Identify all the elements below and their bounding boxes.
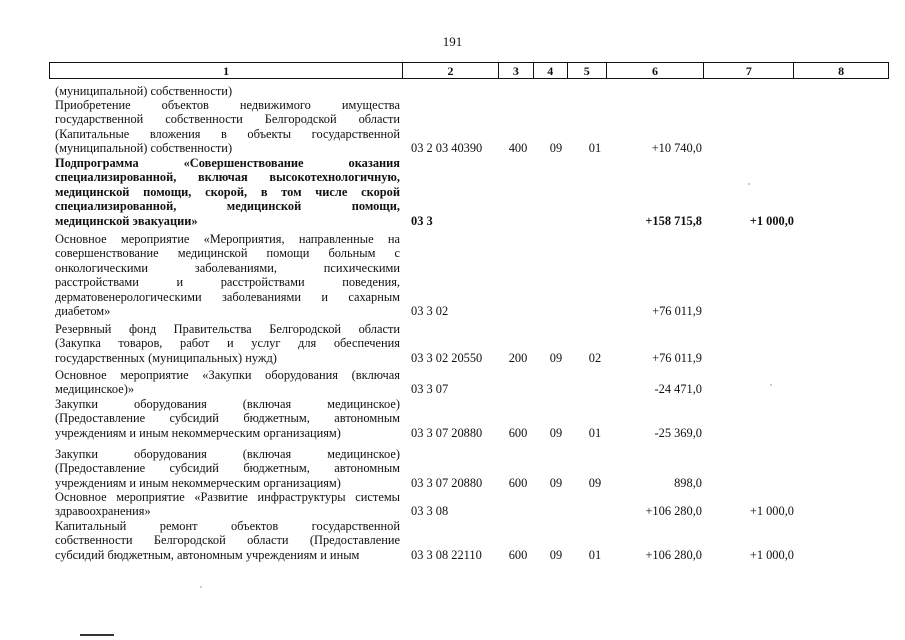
row-description [55,447,400,490]
budget-code: 03 2 03 40390 [411,141,483,156]
budget-code: 03 3 07 20880 [411,425,483,440]
budget-code: 03 3 07 20880 [411,475,483,490]
description-line: медицинской эвакуации» [55,213,198,228]
section: 09 [549,475,563,490]
subsection: 01 [588,547,602,562]
description-line: медицинское)» [55,382,135,397]
amount-change-next: +1 000,0 [749,504,794,519]
description-line: специализированной, медицинской помощи, [55,199,400,214]
table-header [49,62,889,79]
header-col-5: 5 [568,63,607,78]
subsection: 02 [588,350,602,365]
section: 09 [549,425,563,440]
expense-type: 600 [508,425,528,440]
description-line: специализированной, включая высокотехнологичную, [55,170,400,185]
budget-code: 03 3 08 22110 [411,547,482,562]
row-description [55,368,400,397]
description-line: (Капитальные вложения в объекты государственной [55,126,400,141]
description-line: государственных (муниципальных) нужд) [55,350,277,365]
description-line: онкологическими заболеваниями, психическими [55,260,400,275]
description-line: медицинской помощи, скорой, в том числе скорой [55,184,400,199]
amount-change: +106 280,0 [645,504,702,519]
amount-change: +10 740,0 [651,141,702,156]
description-line: собственности Белгородской области (Предоставление [55,533,400,548]
header-col-2: 2 [403,63,499,78]
description-line: расстройствами и расстройствами поведения, [55,275,400,290]
amount-change-next: +1 000,0 [749,547,794,562]
header-col-8: 8 [838,64,845,78]
amount-change: -24 471,0 [654,382,702,397]
header-col-1: 1 [50,63,403,78]
subsection: 09 [588,475,602,490]
section: 09 [549,547,563,562]
page-number: 191 [442,34,463,49]
budget-code: 03 3 02 [411,304,449,318]
description-line: учреждениям и иным некоммерческим организациям) [55,425,341,440]
subsection: 01 [588,425,602,440]
scan-speck [770,384,772,386]
row-description [55,490,400,519]
row-description [55,98,400,156]
section: 09 [549,350,563,365]
row-description [55,156,400,228]
description-line: (муниципальной) собственности) [55,84,233,98]
section: 09 [549,141,563,156]
expense-type: 600 [508,547,528,562]
row-description [55,397,400,440]
header-col-3: 3 [499,63,534,78]
description-line: Основное мероприятие «Мероприятия, направленные на [55,232,400,246]
description-line: Закупки оборудования (включая медицинское) [55,397,400,411]
description-line: (муниципальной) собственности) [55,141,233,156]
amount-change: 898,0 [674,475,702,490]
row-description [55,84,400,98]
header-col-6: 6 [607,63,705,78]
budget-code: 03 3 08 [411,504,449,519]
amount-change: +106 280,0 [645,547,702,562]
scan-speck [748,183,750,185]
footer-scan-mark [80,634,114,636]
description-line: Основное мероприятие «Развитие инфраструктуры системы [55,490,400,504]
description-line: здравоохранения» [55,504,151,519]
subsection: 01 [588,141,602,156]
amount-change-next: +1 000,0 [749,213,794,228]
description-line: (Закупка товаров, работ и услуг для обеспечения [55,336,400,351]
description-line: (Предоставление субсидий бюджетным, автономным [55,411,400,426]
description-line: Приобретение объектов недвижимого имущества [55,98,400,112]
amount-change: +158 715,8 [645,213,702,228]
row-description [55,232,400,318]
description-line: государственной собственности Белгородской области [55,112,400,127]
header-col-4: 4 [534,63,568,78]
row-description [55,322,400,365]
scan-speck [200,586,202,588]
description-line: субсидий бюджетным, автономным учреждениям и иным [55,547,360,562]
budget-code: 03 3 07 [411,382,449,397]
header-col-7: 7 [704,63,794,78]
description-line: учреждениям и иным некоммерческим организациям) [55,475,341,490]
description-line: Закупки оборудования (включая медицинское) [55,447,400,461]
expense-type: 400 [508,141,528,156]
top-scan-mark [410,0,460,2]
budget-code: 03 3 [411,213,433,228]
row-description [55,519,400,562]
description-line: дерматовенерологическими заболеваниями и сахарным [55,289,400,304]
expense-type: 200 [508,350,528,365]
description-line: диабетом» [55,303,111,318]
description-line: Подпрограмма «Совершенствование оказания [55,156,400,170]
budget-code: 03 3 02 20550 [411,350,483,365]
description-line: совершенствование медицинской помощи больным с [55,246,400,261]
amount-change: +76 011,9 [652,304,702,318]
description-line: Резервный фонд Правительства Белгородской области [55,322,400,336]
amount-change: -25 369,0 [654,425,702,440]
description-line: Основное мероприятие «Закупки оборудования (включая [55,368,400,382]
description-line: (Предоставление субсидий бюджетным, автономным [55,461,400,476]
expense-type: 600 [508,475,528,490]
description-line: Капитальный ремонт объектов государственной [55,519,400,533]
amount-change: +76 011,9 [652,350,702,365]
